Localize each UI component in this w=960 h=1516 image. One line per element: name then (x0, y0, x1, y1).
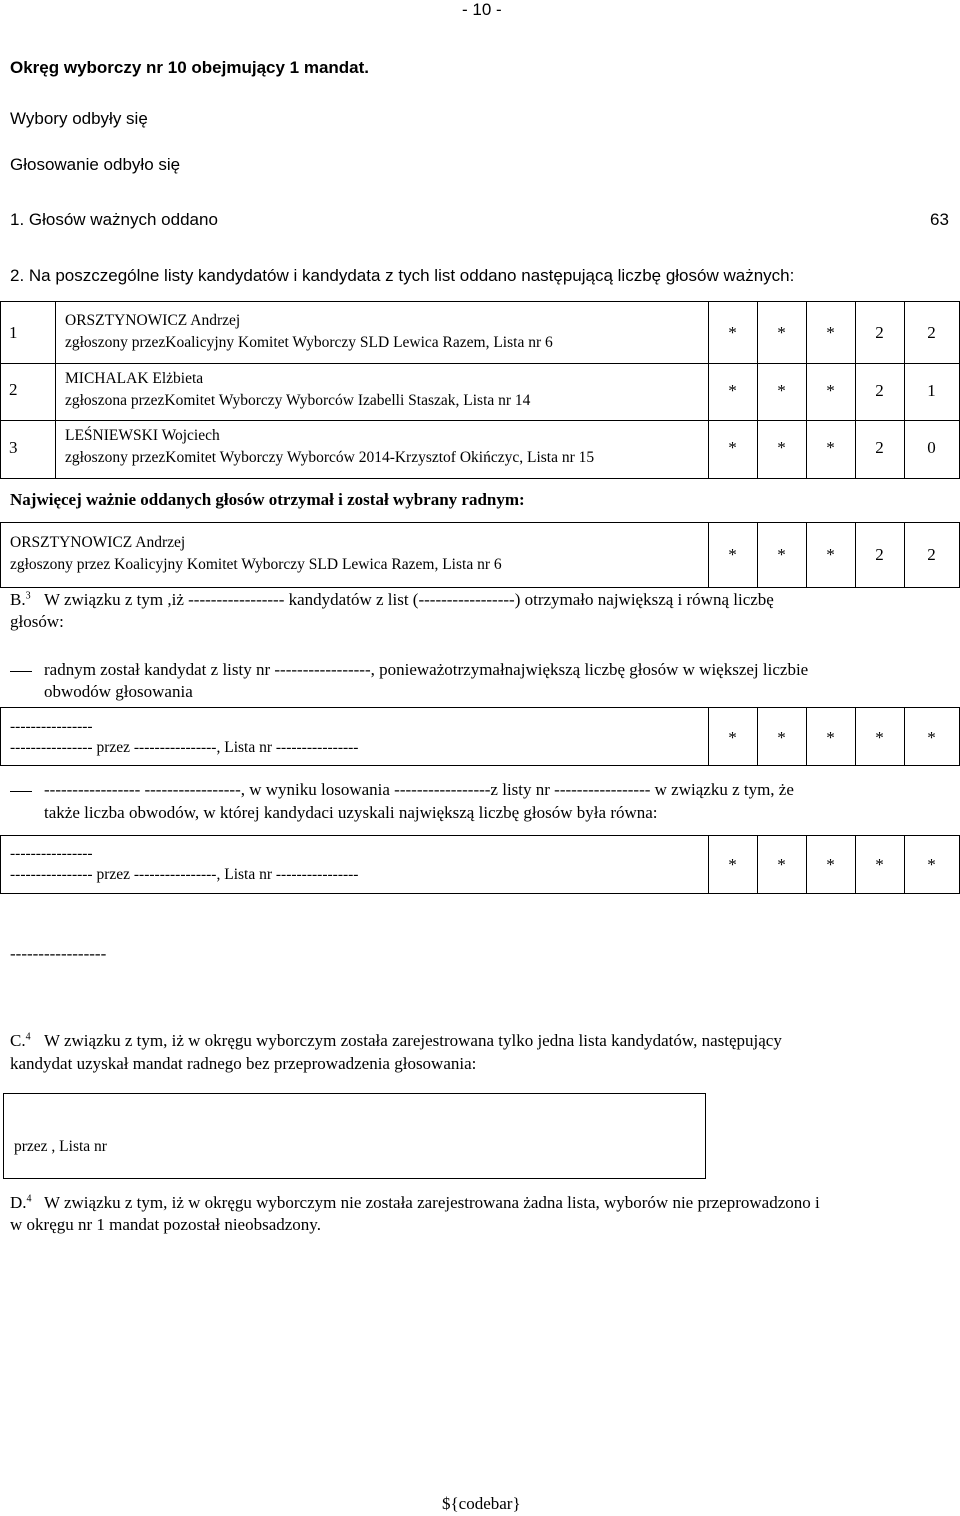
bullet2-line2: także liczba obwodów, w której kandydaci uzyskali największą liczbę głosów była równa: (44, 803, 658, 822)
vote-digit: * (826, 855, 835, 874)
vote-digit: * (826, 438, 835, 457)
candidate-vote-digits (708, 381, 959, 401)
vote-digit: * (875, 728, 884, 747)
section-b-label: B.$^3$ (10, 590, 31, 609)
section-d-line1: W związku z tym, iż w okręgu wyborczym nie została zarejestrowana żadna lista, wyborów nie przeprowadzono i (44, 1193, 820, 1212)
vote-digit: * (927, 855, 936, 874)
unopposed-candidate-text: przez , Lista nr (14, 1138, 107, 1155)
candidate-vote-digits (708, 438, 959, 458)
candidate-vote-digits (708, 323, 959, 343)
trailing-dashes: ----------------- (10, 944, 107, 963)
candidate-detail: zgłoszony przezKomitet Wyborczy Wyborców 2014-Krzysztof Okińczyc, Lista nr 15 (65, 449, 595, 466)
vote-digit: * (777, 728, 786, 747)
candidate-name: LEŚNIEWSKI Wojciech (65, 427, 220, 444)
vote-digit: * (728, 438, 737, 457)
section-c-label: C.$^4$ (10, 1031, 31, 1050)
section-b-line1: W związku z tym ,iż ----------------- kandydatów z list (-----------------) otrzymało największą i równą liczbę (44, 590, 774, 609)
candidate-number: 3 (9, 438, 18, 457)
dash-bullet (10, 791, 32, 792)
candidate-number: 1 (9, 323, 18, 342)
vote-digit: * (777, 438, 786, 457)
box2-line2: ---------------- przez ----------------, Lista nr ---------------- (10, 866, 359, 883)
vote-digit: * (777, 323, 786, 342)
vote-digit: 2 (875, 381, 884, 400)
vote-digit: 2 (927, 545, 936, 564)
vote-digit: * (777, 545, 786, 564)
vote-digit: * (728, 323, 737, 342)
valid-votes-value: 63 (930, 210, 949, 229)
winner-heading: Najwięcej ważnie oddanych głosów otrzymał i został wybrany radnym: (10, 490, 525, 509)
bullet1-line1: radnym został kandydat z listy nr -----------------, ponieważotrzymałnajwiększą liczbę głosów w większej liczbie (44, 660, 809, 679)
valid-votes-label: 1. Głosów ważnych oddano (10, 210, 218, 229)
vote-digit: * (777, 855, 786, 874)
bullet1-line2: obwodów głosowania (44, 682, 193, 701)
vote-digit: * (826, 545, 835, 564)
dash-bullet (10, 671, 32, 672)
candidate-detail: zgłoszona przezKomitet Wyborczy Wyborców Izabelli Staszak, Lista nr 14 (65, 392, 531, 409)
page-footer: ${codebar} (442, 1494, 521, 1513)
vote-digit: * (826, 323, 835, 342)
box1-digits (708, 728, 959, 748)
candidate-number: 2 (9, 380, 18, 399)
vote-digit: * (728, 381, 737, 400)
vote-digit: 2 (927, 323, 936, 342)
lists-intro: 2. Na poszczególne listy kandydatów i kandydata z tych list oddano następującą liczbę głosów ważnych: (10, 266, 795, 285)
section-d-line2: w okręgu nr 1 mandat pozostał nieobsadzony. (10, 1215, 321, 1234)
bullet2-line1: ----------------- -----------------, w wyniku losowania -----------------z listy nr ----------------- w związku z tym, że (44, 780, 794, 799)
vote-digit: * (826, 728, 835, 747)
candidate-name: MICHALAK Elżbieta (65, 370, 204, 387)
vote-digit: 2 (875, 545, 884, 564)
voting-line: Głosowanie odbyło się (10, 155, 181, 174)
vote-digit: * (927, 728, 936, 747)
vote-digit: 0 (927, 438, 936, 457)
section-c-line2: kandydat uzyskał mandat radnego bez przeprowadzenia głosowania: (10, 1054, 477, 1073)
elections-line: Wybory odbyły się (10, 109, 148, 128)
box2-line1: ---------------- (10, 845, 93, 862)
section-d-label: D.$^4$ (10, 1193, 32, 1212)
winner-name: ORSZTYNOWICZ Andrzej (10, 534, 186, 551)
vote-digit: 2 (875, 438, 884, 457)
vote-digit: 1 (927, 381, 936, 400)
vote-digit: * (875, 855, 884, 874)
box1-line2: ---------------- przez ----------------, Lista nr ---------------- (10, 739, 359, 756)
unopposed-candidate-box (3, 1093, 706, 1179)
page-number: - 10 - (462, 0, 502, 19)
vote-digit: * (728, 545, 737, 564)
section-c-line1: W związku z tym, iż w okręgu wyborczym została zarejestrowana tylko jedna lista kandydatów, następujący (44, 1031, 782, 1050)
candidate-detail: zgłoszony przezKoalicyjny Komitet Wyborczy SLD Lewica Razem, Lista nr 6 (65, 334, 553, 351)
box1-line1: ---------------- (10, 718, 93, 735)
section-b-line2: głosów: (10, 612, 64, 631)
district-title: Okręg wyborczy nr 10 obejmujący 1 mandat. (10, 58, 370, 77)
vote-digit: * (728, 728, 737, 747)
box2-digits (708, 855, 959, 875)
winner-detail: zgłoszony przez Koalicyjny Komitet Wyborczy SLD Lewica Razem, Lista nr 6 (10, 556, 502, 573)
candidate-name: ORSZTYNOWICZ Andrzej (65, 312, 241, 329)
vote-digit: 2 (875, 323, 884, 342)
vote-digit: * (826, 381, 835, 400)
vote-digit: * (728, 855, 737, 874)
vote-digit: * (777, 381, 786, 400)
winner-vote-digits (708, 545, 959, 565)
